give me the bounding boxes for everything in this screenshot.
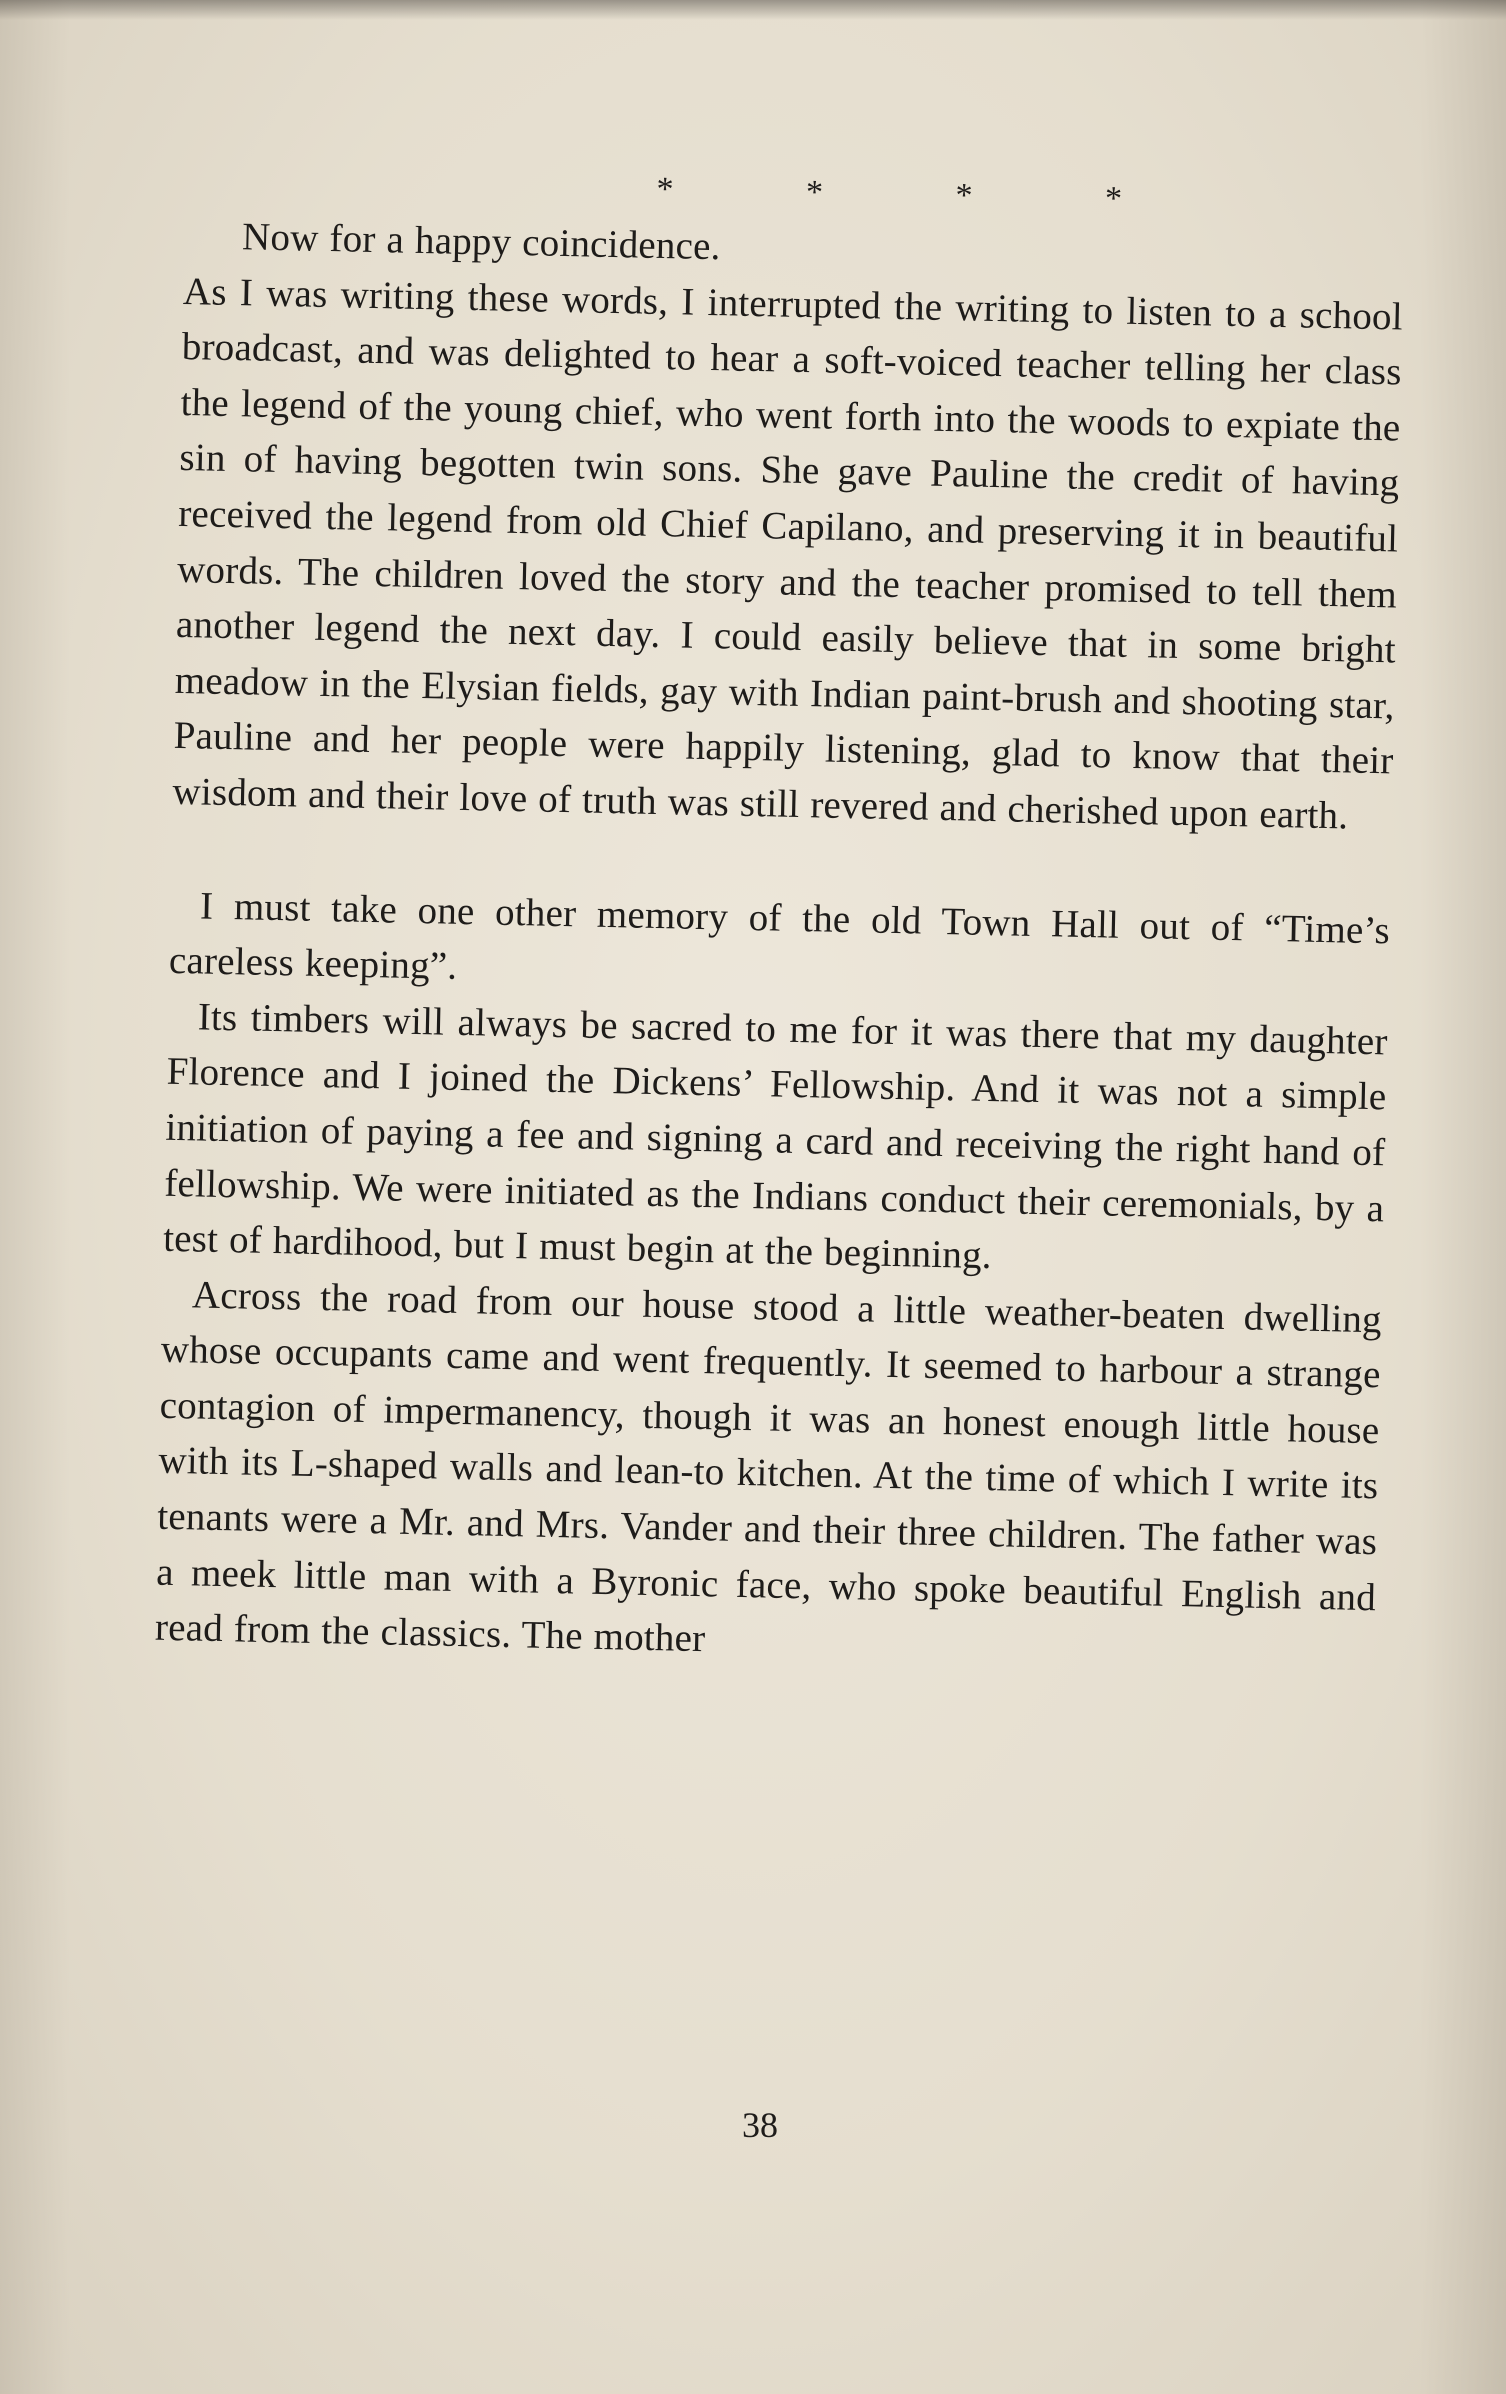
paragraph-1: Now for a happy coincidence.: [241, 215, 722, 269]
page-top-shadow: [0, 0, 1506, 20]
paragraph-5: Across the road from our house stood a little weather-beaten dwelling whose occupants came and went frequently. It seemed to harbour a strange contagion of impermanency, though it was an honest enough little house with its L-shaped walls and lean-to kitchen. At the time of which I write its tenants were a Mr. and Mrs. Vander and their three children. The father was a meek little man with a Byronic face, who spoke beautiful English and read from the classics. The mother: [154, 1273, 1383, 1661]
paragraph-2: As I was writing these words, I interrupted the writing to listen to a school broadcast, and was delighted to hear a soft-voiced teacher telling her class the legend of the young chief, who went forth into the woods to expiate the sin of having begotten twin sons. She gave Pauline the credit of having received the legend from old Chief Capilano, and preserving it in beautiful words. The children loved the story and the teacher promised to tell them another legend the next day. I could easily believe that in some bright meadow in the Elysian fields, gay with Indian paint-brush and shooting star, Pauline and her people were happily listening, glad to know that their wisdom and their love of truth was still revered and cherished upon earth.: [172, 269, 1404, 838]
paragraph-4: Its timbers will always be sacred to me for it was there that my daughter Florence and I joined the Dickens’ Fellowship. And it was not a simple initiation of paying a fee and signing a card and receiving the right hand of fellowship. We were initiated as the Indians conduct their ceremonials, by a test of hardihood, but I must begin at the beginning.: [162, 995, 1389, 1278]
section-separator: * * * *: [656, 170, 1185, 219]
page-body: [154, 150, 1405, 1681]
page-number: 38: [742, 2105, 778, 2145]
paragraph-3: I must take one other memory of the old Town Hall out of “Time’s careless keeping”.: [168, 883, 1391, 988]
